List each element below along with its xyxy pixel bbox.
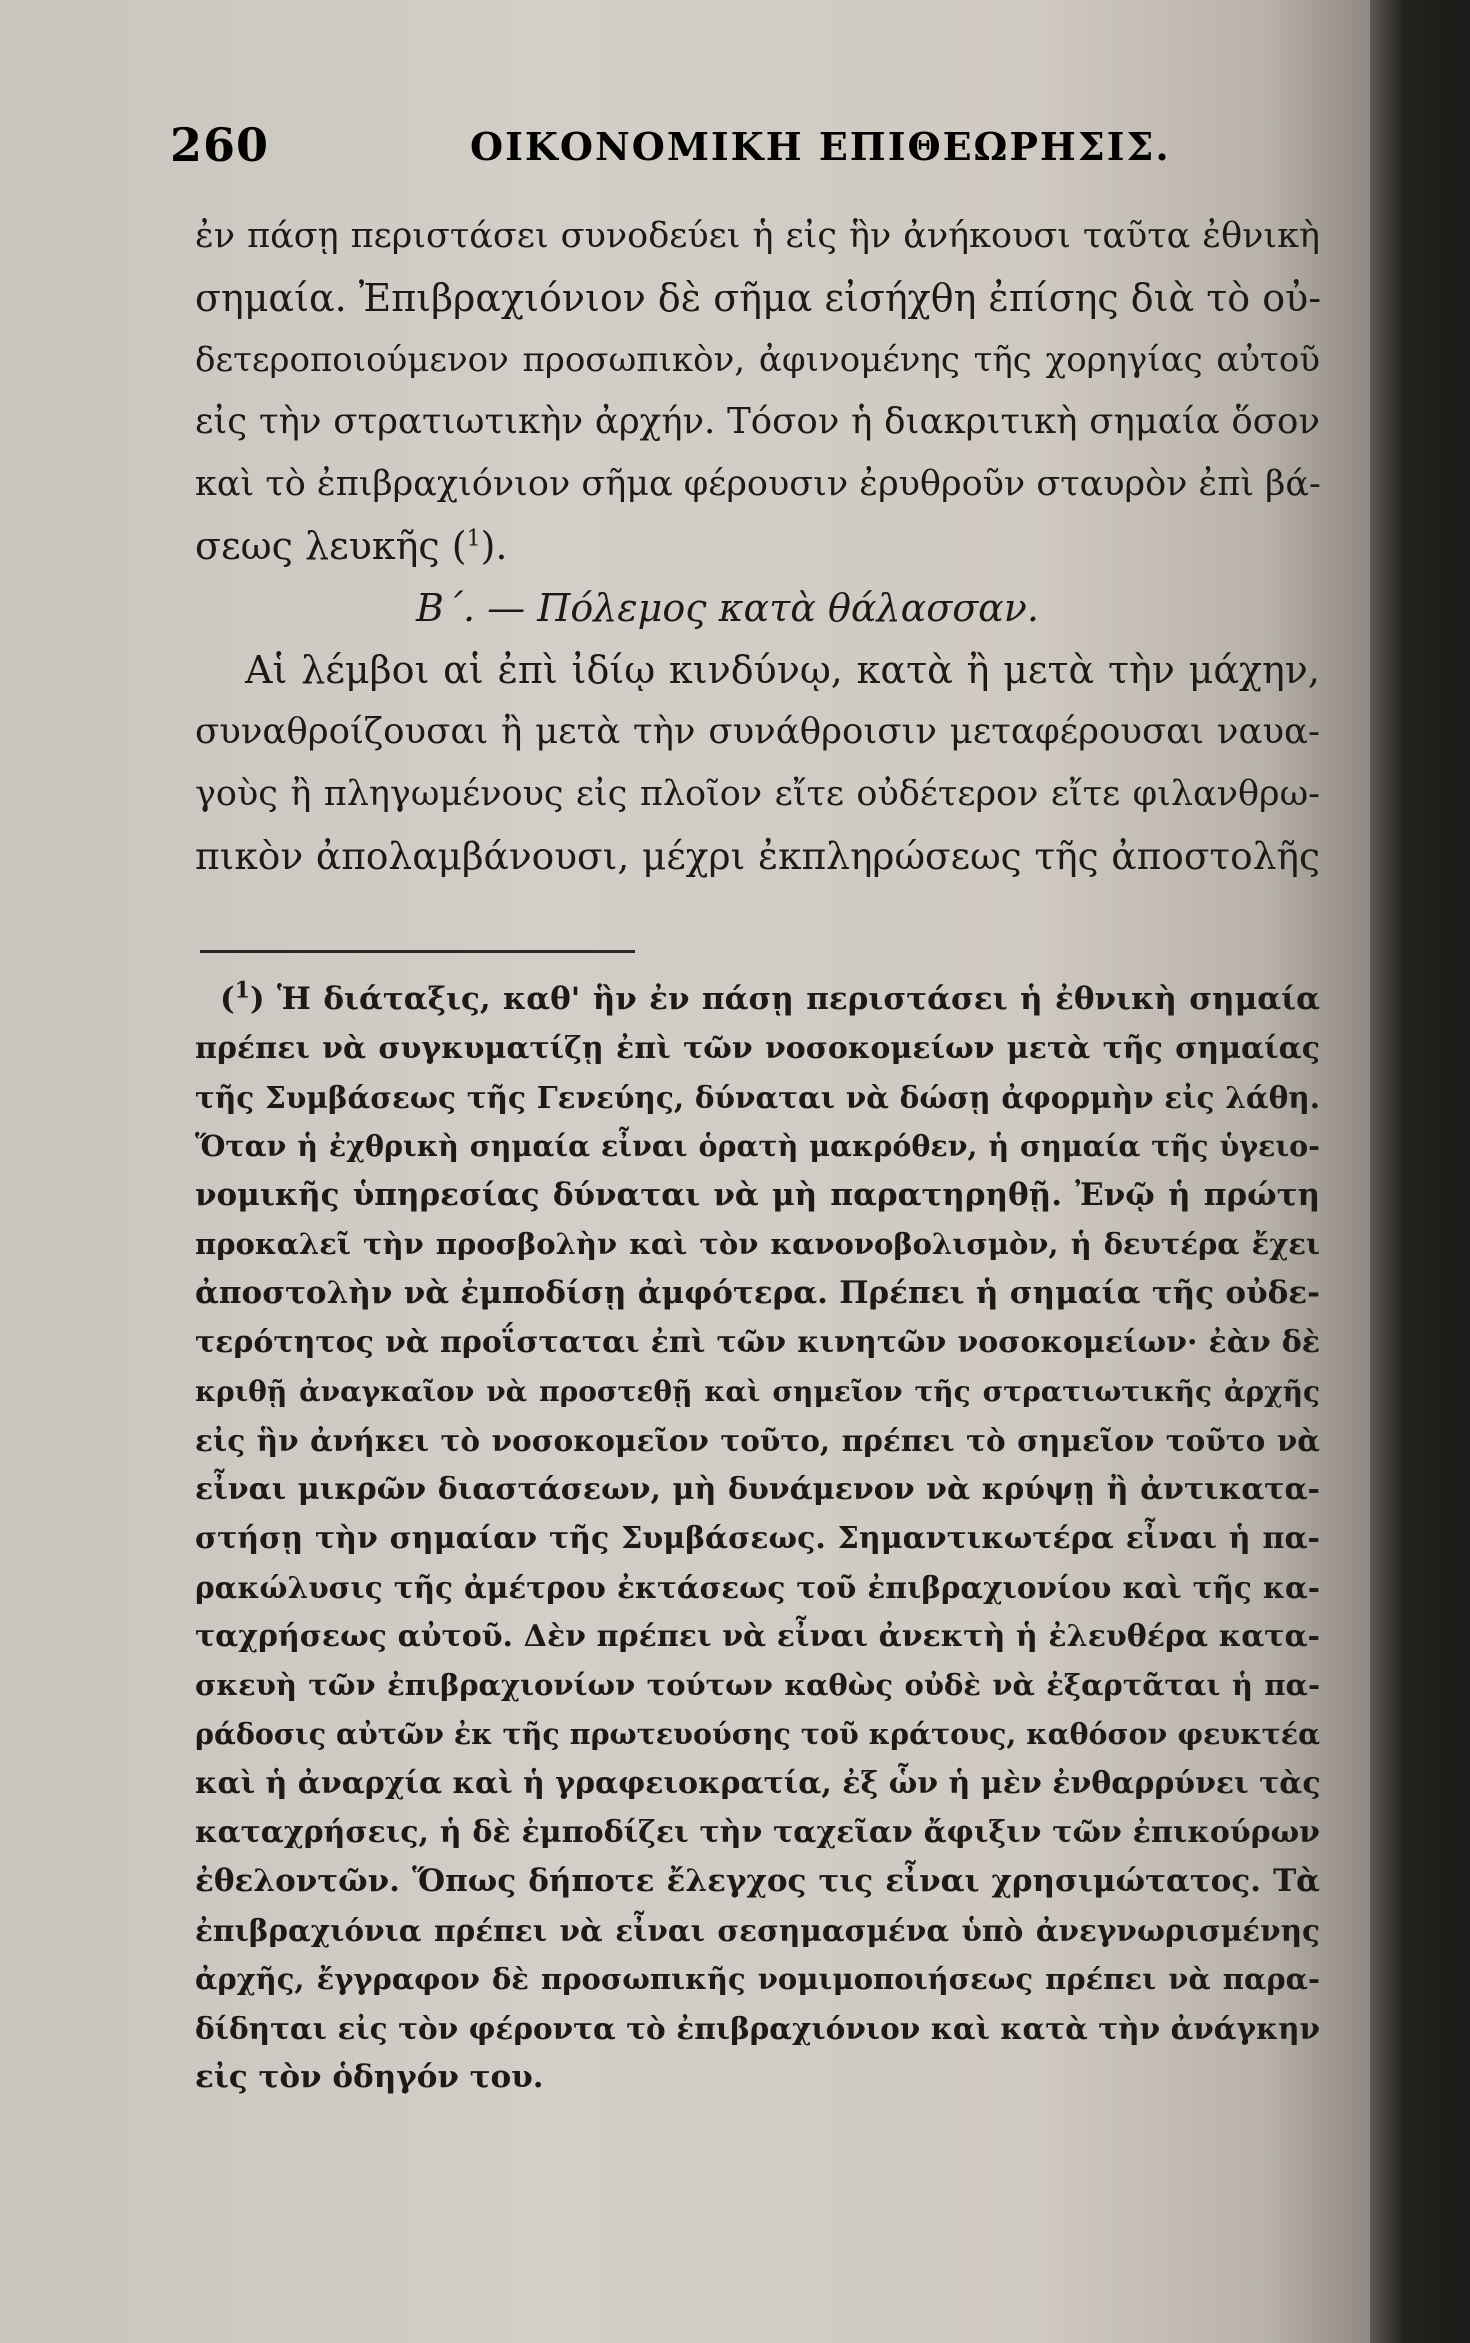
section-heading: Β΄. — Πόλεμος κατὰ θάλασσαν. xyxy=(416,586,1039,630)
footnote-line: τῆς Συμβάσεως τῆς Γενεύης, δύναται νὰ δώσῃ ἀφορμὴν εἰς λάθη. xyxy=(195,1080,1320,1115)
body-line: εἰς τὴν στρατιωτικὴν ἀρχήν. Τόσον ἡ διακριτικὴ σημαία ὅσον xyxy=(195,401,1320,442)
body-line: δετεροποιούμενον προσωπικὸν, ἀφινομένης τῆς χορηγίας αὐτοῦ xyxy=(195,340,1320,380)
footnote-reference: 1 xyxy=(466,526,481,552)
footnote-line: κριθῇ ἀναγκαῖον νὰ προστεθῇ καὶ σημεῖον τῆς στρατιωτικῆς ἀρχῆς xyxy=(195,1375,1320,1408)
footnote-marker: 1 xyxy=(234,977,250,1004)
footnote-line: ἐπιβραχιόνια πρέπει νὰ εἶναι σεσημασμένα ὑπὸ ἀνεγνωρισμένης xyxy=(195,1913,1320,1948)
footnote-line: ρακώλυσις τῆς ἀμέτρου ἐκτάσεως τοῦ ἐπιβραχιονίου καὶ τῆς κα- xyxy=(195,1570,1320,1605)
footnote xyxy=(195,975,1320,2102)
footnote-marker-open: ( xyxy=(220,981,235,1017)
body-line: καὶ τὸ ἐπιβραχιόνιον σῆμα φέρουσιν ἐρυθροῦν σταυρὸν ἐπὶ βά- xyxy=(195,464,1321,504)
footnote-line: ἐθελοντῶν. Ὅπως δήποτε ἔλεγχος τις εἶναι χρησιμώτατος. Τὰ xyxy=(195,1863,1320,1899)
footnote-line: εἶναι μικρῶν διαστάσεων, μὴ δυνάμενον νὰ κρύψῃ ἢ ἀντικατα- xyxy=(195,1472,1320,1507)
footnote-line: πρέπει νὰ συγκυματίζῃ ἐπὶ τῶν νοσοκομείων μετὰ τῆς σημαίας xyxy=(195,1031,1320,1066)
running-title: ΟΙΚΟΝΟΜΙΚΗ ΕΠΙΘΕΩΡΗΣΙΣ. xyxy=(470,124,1171,169)
body-line: σημαία. Ἐπιβραχιόνιον δὲ σῆμα εἰσήχθη ἐπίσης διὰ τὸ οὐ- xyxy=(195,276,1322,320)
footnote-line: ἀποστολὴν νὰ ἐμποδίσῃ ἀμφότερα. Πρέπει ἡ σημαία τῆς οὐδε- xyxy=(195,1275,1320,1311)
footnote-line-text: ) Ἡ διάταξις, καθ' ἣν ἐν πάσῃ περιστάσει ἡ ἐθνικὴ σημαία xyxy=(249,981,1320,1017)
page-number: 260 xyxy=(170,118,270,172)
paragraph-line: γοὺς ἢ πληγωμένους εἰς πλοῖον εἴτε οὐδέτερον εἴτε φιλανθρω- xyxy=(195,774,1320,814)
footnote-line: στήσῃ τὴν σημαίαν τῆς Συμβάσεως. Σημαντικωτέρα εἶναι ἡ πα- xyxy=(195,1521,1320,1556)
book-spine-shadow xyxy=(1370,0,1470,2343)
footnote-divider xyxy=(200,950,635,953)
body-line-text: σεως λευκῆς ( xyxy=(195,524,467,568)
footnote-line xyxy=(195,975,1320,1024)
page-header xyxy=(170,118,1320,178)
footnote-line: καταχρήσεις, ἡ δὲ ἐμποδίζει τὴν ταχεῖαν ἄφιξιν τῶν ἐπικούρων xyxy=(195,1815,1320,1850)
main-text xyxy=(195,205,1320,887)
paragraph-line: Αἱ λέμβοι αἱ ἐπὶ ἰδίῳ κινδύνῳ, κατὰ ἢ μετὰ τὴν μάχην, xyxy=(245,648,1320,692)
footnote-line: δίδηται εἰς τὸν φέροντα τὸ ἐπιβραχιόνιον καὶ κατὰ τὴν ἀνάγκην xyxy=(195,2011,1320,2046)
footnote-line: ταχρήσεως αὐτοῦ. Δὲν πρέπει νὰ εἶναι ἀνεκτὴ ἡ ἐλευθέρα κατα- xyxy=(195,1619,1320,1654)
paragraph-line: συναθροίζουσαι ἢ μετὰ τὴν συνάθροισιν μεταφέρουσαι ναυα- xyxy=(195,711,1320,752)
footnote-line: σκευὴ τῶν ἐπιβραχιονίων τούτων καθὼς οὐδὲ νὰ ἐξαρτᾶται ἡ πα- xyxy=(195,1668,1320,1702)
body-line-end: ). xyxy=(480,524,508,568)
body-line xyxy=(195,515,1320,577)
footnote-line: εἰς τὸν ὁδηγόν του. xyxy=(195,2059,544,2095)
footnote-line: Ὅταν ἡ ἐχθρικὴ σημαία εἶναι ὁρατὴ μακρόθεν, ἡ σημαία τῆς ὑγειο- xyxy=(195,1129,1320,1163)
footnote-line: καὶ ἡ ἀναρχία καὶ ἡ γραφειοκρατία, ἐξ ὧν ἡ μὲν ἐνθαρρύνει τὰς xyxy=(195,1766,1321,1801)
paragraph-line: πικὸν ἀπολαμβάνουσι, μέχρι ἐκπληρώσεως τῆς ἀποστολῆς xyxy=(195,834,1320,878)
footnote-line: ράδοσις αὐτῶν ἐκ τῆς πρωτευούσης τοῦ κράτους, καθόσον φευκτέα xyxy=(195,1717,1320,1751)
footnote-line: προκαλεῖ τὴν προσβολὴν καὶ τὸν κανονοβολισμὸν, ἡ δευτέρα ἔχει xyxy=(195,1227,1320,1261)
footnote-line: εἰς ἣν ἀνήκει τὸ νοσοκομεῖον τοῦτο, πρέπει τὸ σημεῖον τοῦτο νὰ xyxy=(195,1423,1320,1458)
footnote-line: νομικῆς ὑπηρεσίας δύναται νὰ μὴ παρατηρηθῇ. Ἐνῷ ἡ πρώτη xyxy=(195,1177,1320,1213)
footnote-line: ἀρχῆς, ἔγγραφον δὲ προσωπικῆς νομιμοποιήσεως πρέπει νὰ παρα- xyxy=(195,1962,1320,1996)
footnote-line: τερότητος νὰ προΐσταται ἐπὶ τῶν κινητῶν νοσοκομείων· ἐὰν δὲ xyxy=(195,1325,1320,1360)
body-line: ἐν πάσῃ περιστάσει συνοδεύει ἡ εἰς ἣν ἀνήκουσι ταῦτα ἐθνικὴ xyxy=(195,216,1320,256)
